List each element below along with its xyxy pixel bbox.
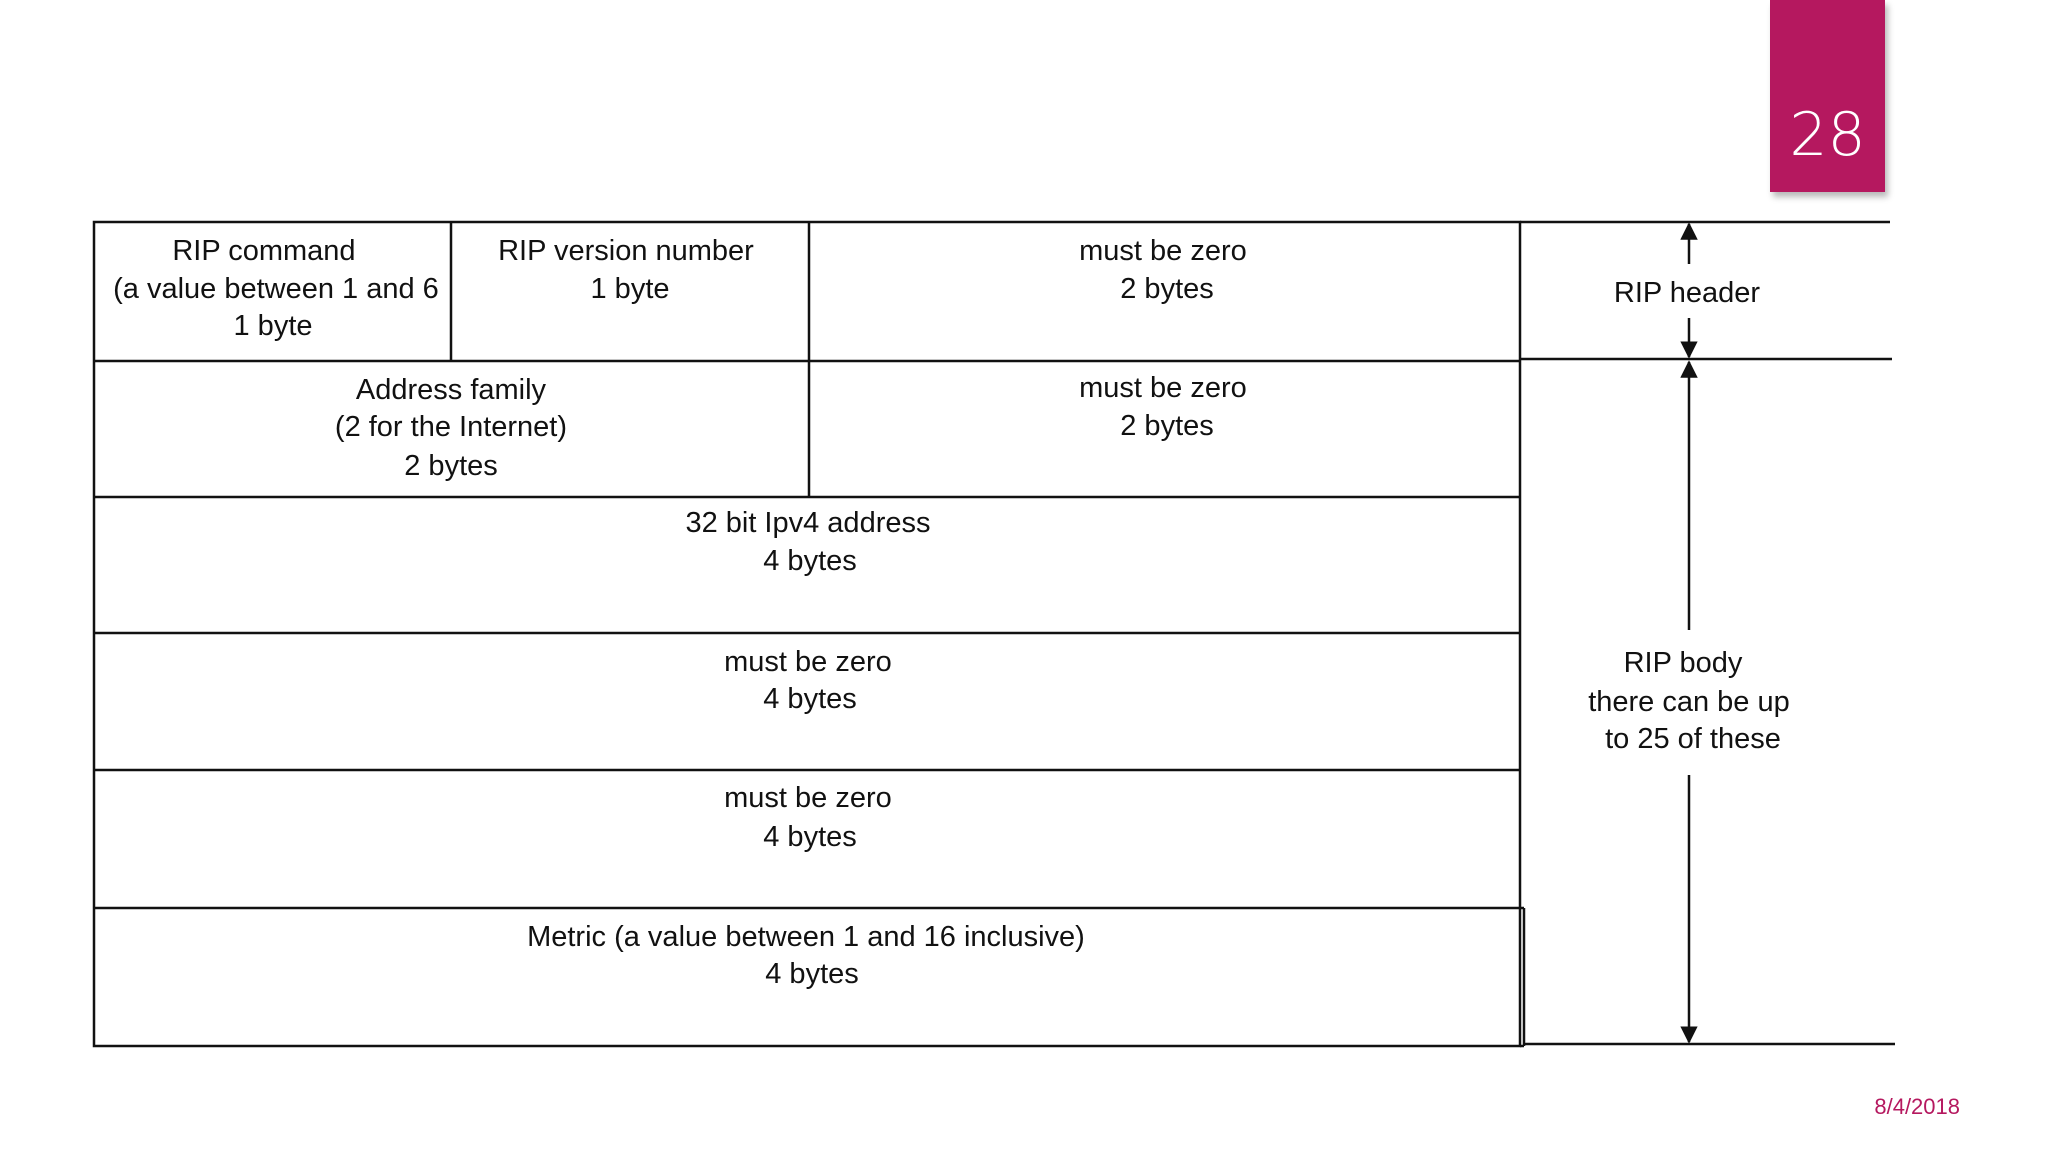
rip-body-label: RIP body there can be up to 25 of these	[1588, 647, 1790, 755]
rip-header-label: RIP header	[1613, 277, 1761, 309]
address-zero-cell: must be zero 2 bytes	[1079, 372, 1247, 442]
extension-lines	[1520, 222, 1895, 1044]
rip-version-cell: RIP version number 1 byte	[498, 235, 754, 305]
slide-date: 8/4/2018	[1874, 1094, 1960, 1119]
header-zero-cell: must be zero 2 bytes	[1079, 235, 1247, 305]
slide-number: 28	[1789, 100, 1866, 170]
zero-row-1-cell: must be zero 4 bytes	[724, 646, 892, 715]
ipv4-address-cell: 32 bit Ipv4 address 4 bytes	[685, 507, 931, 577]
metric-cell: Metric (a value between 1 and 16 inclusive) 4 bytes	[527, 921, 1085, 990]
address-family-cell: Address family (2 for the Internet) 2 bytes	[334, 374, 568, 482]
zero-row-2-cell: must be zero 4 bytes	[724, 782, 892, 853]
rip-command-cell: RIP command (a value between 1 and 6 1 byte	[113, 235, 439, 342]
